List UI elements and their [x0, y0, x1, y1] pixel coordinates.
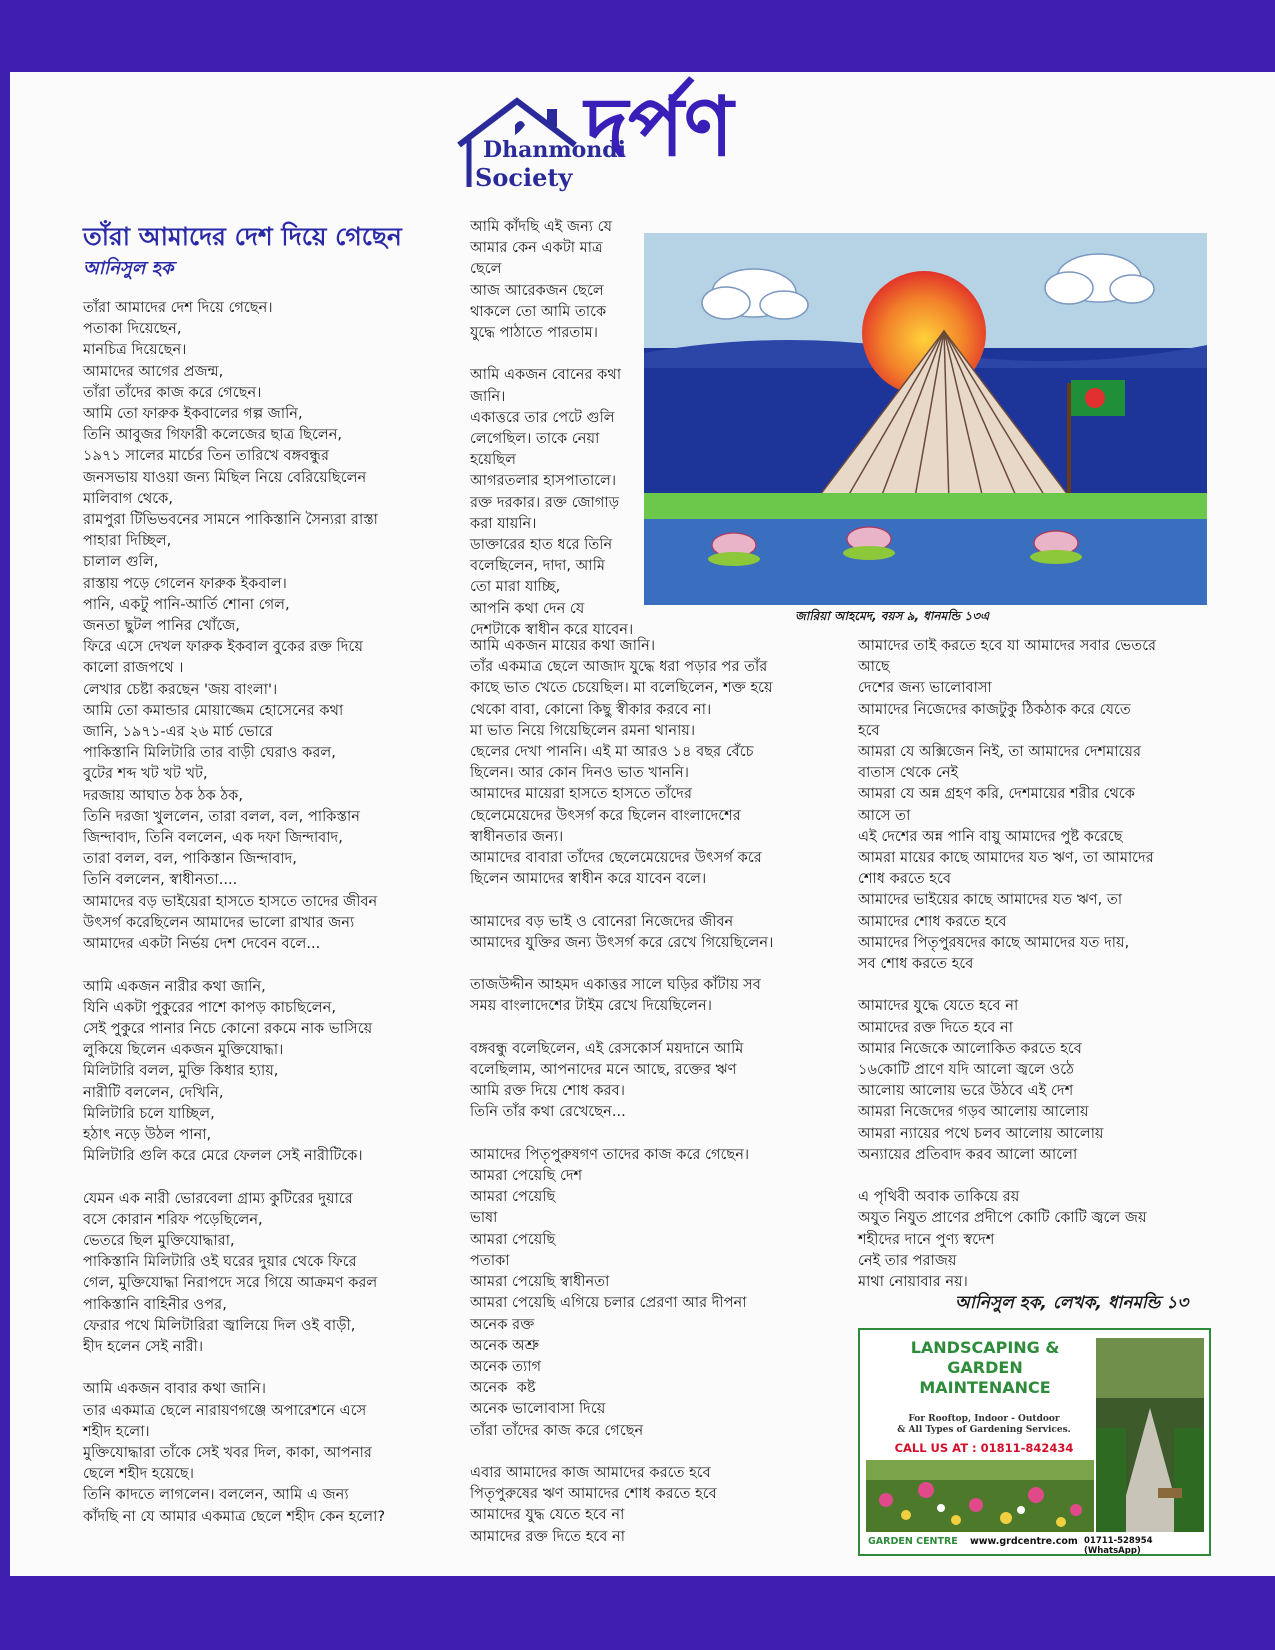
ad-whatsapp: 01711-528954 (WhatsApp)	[1084, 1536, 1153, 1556]
poem-column-2-bottom: আমি একজন মায়ের কথা জানি। তাঁর একমাত্র ছেলে আজাদ যুদ্ধে ধরা পড়ার পর তাঁর কাছে ভাত খেতে চেয়েছিল। মা বলেছিলেন, শক্ত হয়ে থেকো বাবা, কোনো কিছু স্বীকার করবে না। মা ভাত নিয়ে গিয়েছিলেন রমনা থানায়। ছেলের দেখা পাননি। এই মা আরও ১৪ বছর বেঁচে ছিলেন। আর কোন দিনও ভাত খাননি। আমাদের মায়েরা হাসতে হাসতে তাঁদের ছেলেমেয়েদের উৎসর্গ করে ছিলেন বাংলাদেশের স্বাধীনতার জন্য। আমাদের বাবারা তাঁদের ছেলেমেয়েদের উৎসর্গ করে ছিলেন আমাদের স্বাধীন করে যাবেন বলে। আমাদের বড় ভাই ও বোনেরা নিজেদের জীবন আমাদের যুক্তির জন্য উৎসর্গ করে রেখে গিয়েছিলেন। তাজউদ্দীন আহমদ একাত্তর সালে ঘড়ির কাঁটায় সব সময় বাংলাদেশের টাইম রেখে দিয়েছিলেন। বঙ্গবন্ধু বলেছিলেন, এই রেসকোর্স ময়দানে আমি বলেছিলাম, আপনাদের মনে আছে, রক্তের ঋণ আমি রক্ত দিয়ে শোধ করব। তিনি তাঁর কথা রেখেছেন... আমাদের পিতৃপুরুষগণ তাদের কাজ করে গেছেন। আমরা পেয়েছি দেশ আমরা পেয়েছি ভাষা আমরা পেয়েছি পতাকা আমরা পেয়েছি স্বাধীনতা আমরা পেয়েছি এগিয়ে চলার প্রেরণা আর দীপনা অনেক রক্ত অনেক অশ্রু অনেক ত্যাগ অনেক কষ্ট অনেক ভালোবাসা দিয়ে তাঁরা তাঁদের কাজ করে গেছেন এবার আমাদের কাজ আমাদের করতে হবে পিতৃপুরুষের ঋণ আমাদের শোধ করতে হবে আমাদের যুদ্ধ যেতে হবে না আমাদের রক্ত দিতে হবে না	[470, 637, 774, 1545]
ad-headline-line3: MAINTENANCE	[919, 1378, 1051, 1397]
left-edge-band	[0, 72, 10, 1576]
ad-footer	[866, 1533, 1204, 1556]
top-color-band	[0, 0, 1275, 72]
article-author: আনিসুল হক	[83, 258, 174, 279]
ad-headline-line2: GARDEN	[947, 1358, 1023, 1377]
ad-website: www.grdcentre.com	[970, 1536, 1078, 1547]
ad-subtext-line1: For Rooftop, Indoor - Outdoor	[908, 1414, 1060, 1424]
bottom-color-band	[0, 1576, 1275, 1650]
ad-subtext-line2: & All Types of Gardening Services.	[897, 1425, 1071, 1435]
poem-column-1: তাঁরা আমাদের দেশ দিয়ে গেছেন। পতাকা দিয়েছেন, মানচিত্র দিয়েছেন। আমাদের আগের প্রজন্ম, তাঁরা তাঁদের কাজ করে গেছেন। আমি তো ফারুক ইকবালের গল্প জানি, তিনি আবুজর গিফারী কলেজের ছাত্র ছিলেন, ১৯৭১ সালের মার্চের তিন তারিখে বঙ্গবন্ধুর জনসভায় যাওয়া জন্য মিছিল নিয়ে বেরিয়েছিলেন মালিবাগ থেকে, রামপুরা টিভিভবনের সামনে পাকিস্তানি সৈন্যরা রাস্তা পাহারা দিচ্ছিল, চালাল গুলি, রাস্তায় পড়ে গেলেন ফারুক ইকবাল। পানি, একটু পানি-আর্তি শোনা গেল, জনতা ছুটল পানির খোঁজে, ফিরে এসে দেখল ফারুক ইকবাল বুকের রক্ত দিয়ে কালো রাজপথে । লেখার চেষ্টা করছেন 'জয় বাংলা'। আমি তো কমান্ডার মোয়াজ্জেম হোসেনের কথা জানি, ১৯৭১-এর ২৬ মার্চ ভোরে পাকিস্তানি মিলিটারি তার বাড়ী ঘেরাও করল, বুটের শব্দ খট খট খট, দরজায় আঘাত ঠক ঠক ঠক, তিনি দরজা খুললেন, তারা বলল, বল, পাকিস্তান জিন্দাবাদ, তিনি বললেন, এক দফা জিন্দাবাদ, তারা বলল, বল, পাকিস্তান জিন্দাবাদ, তিনি বললেন, স্বাধীনতা.... আমাদের বড় ভাইয়েরা হাসতে হাসতে তাদের জীবন উৎসর্গ করেছিলেন আমাদের ভালো রাখার জন্য আমাদের একটা নির্ভয় দেশ দেবেন বলে... আমি একজন নারীর কথা জানি, যিনি একটা পুকুরের পাশে কাপড় কাচছিলেন, সেই পুকুরে পানার নিচে কোনো রকমে নাক ভাসিয়ে লুকিয়ে ছিলেন একজন মুক্তিযোদ্ধা। মিলিটারি বলল, মুক্তি কিধার হ্যায়, নারীটি বললেন, দেখিনি, মিলিটারি চলে যাচ্ছিল, হঠাৎ নড়ে উঠল পানা, মিলিটারি গুলি করে মেরে ফেলল সেই নারীটিকে। যেমন এক নারী ভোরবেলা গ্রাম্য কুটিরের দুয়ারে বসে কোরান শরিফ পড়েছিলেন, ভেতরে ছিল মুক্তিযোদ্ধারা, পাকিস্তানি মিলিটারি ওই ঘরের দুয়ার থেকে ফিরে গেল, মুক্তিযোদ্ধা নিরাপদে সরে গিয়ে আক্রমণ করল পাকিস্তানি বাহিনীর ওপর, ফেরার পথে মিলিটারিরা জ্বালিয়ে দিল ওই বাড়ী, হীদ হলেন সেই নারী। আমি একজন বাবার কথা জানি। তার একমাত্র ছেলে নারায়ণগঞ্জে অপারেশনে এসে শহীদ হলো। মুক্তিযোদ্ধারা তাঁকে সেই খবর দিল, কাকা, আপনার ছেলে শহীদ হয়েছে। তিনি কাদতে লাগলেন। বললেন, আমি এ জন্য কাঁদছি না যে আমার একমাত্র ছেলে শহীদ কেন হলো?	[83, 299, 386, 1525]
society-name-line1: Dhanmondi	[483, 137, 627, 163]
child-painting-image	[644, 233, 1207, 605]
ad-subtext	[874, 1414, 1094, 1436]
ad-headline	[890, 1338, 1080, 1398]
ad-flower-garden-photo	[866, 1460, 1094, 1532]
ad-rooftop-garden-photo	[1096, 1338, 1204, 1532]
poem-column-3: আমাদের তাই করতে হবে যা আমাদের সবার ভেতরে আছে দেশের জন্য ভালোবাসা আমাদের নিজেদের কাজটুকু ঠিকঠাক করে যেতে হবে আমরা যে অক্সিজেন নিই, তা আমাদের দেশমায়ের বাতাস থেকে নেই আমরা যে অন্ন গ্রহণ করি, দেশমায়ের শরীর থেকে আসে তা এই দেশের অন্ন পানি বায়ু আমাদের পুষ্ট করেছে আমরা মায়ের কাছে আমাদের যত ঋণ, তা আমাদের শোধ করতে হবে আমাদের ভাইয়ের কাছে আমাদের যত ঋণ, তা আমাদের শোধ করতে হবে আমাদের পিতৃপুরষদের কাছে আমাদের যত দায়, সব শোধ করতে হবে আমাদের যুদ্ধে যেতে হবে না আমাদের রক্ত দিতে হবে না আমার নিজেকে আলোকিত করতে হবে ১৬কোটি প্রাণে যদি আলো জ্বলে ওঠে আলোয় আলোয় ভরে উঠবে এই দেশ আমরা নিজেদের গড়ব আলোয় আলোয় আমরা ন্যায়ের পথে চলব আলোয় আলোয় অন্যায়ের প্রতিবাদ করব আলো আলো এ পৃথিবী অবাক তাকিয়ে রয় অযুত নিযুত প্রাণের প্রদীপে কোটি কোটি জ্বলে জয় শহীদের দানে পুণ্য স্বদেশ নেই তার পরাজয় মাথা নোয়াবার নয়।	[858, 637, 1157, 1291]
ad-phone: CALL US AT : 01811-842434	[894, 1441, 1074, 1455]
ad-company-name: GARDEN CENTRE	[868, 1536, 958, 1547]
author-signature: আনিসুল হক, লেখক, ধানমন্ডি ১৩	[955, 1293, 1189, 1313]
society-name-line2: Society	[475, 163, 573, 192]
masthead	[455, 80, 835, 205]
painting-caption: জারিয়া আহমেদ, বয়স ৯, ধানমন্ডি ১৩এ	[795, 609, 990, 623]
article-title: তাঁরা আমাদের দেশ দিয়ে গেছেন	[83, 222, 402, 251]
magazine-title: দর্পণ	[585, 80, 734, 175]
poem-column-2-top: আমি কাঁদছি এই জন্য যে আমার কেন একটা মাত্র ছেলে আজ আরেকজন ছেলে থাকলে তো আমি তাকে যুদ্ধে পাঠাতে পারতাম। আমি একজন বোনের কথা জানি। একাত্তরে তার পেটে গুলি লেগেছিল। তাকে নেয়া হয়েছিল আগরতলার হাসপাতালে। রক্ত দরকার। রক্ত জোগাড় করা যায়নি। ডাক্তারের হাত ধরে তিনি বলেছিলেন, দাদা, আমি তো মারা যাচ্ছি, আপনি কথা দেন যে দেশটাকে স্বাধীন করে যাবেন।	[470, 218, 634, 638]
advertisement-box	[858, 1328, 1211, 1556]
ad-headline-line1: LANDSCAPING &	[910, 1338, 1060, 1357]
